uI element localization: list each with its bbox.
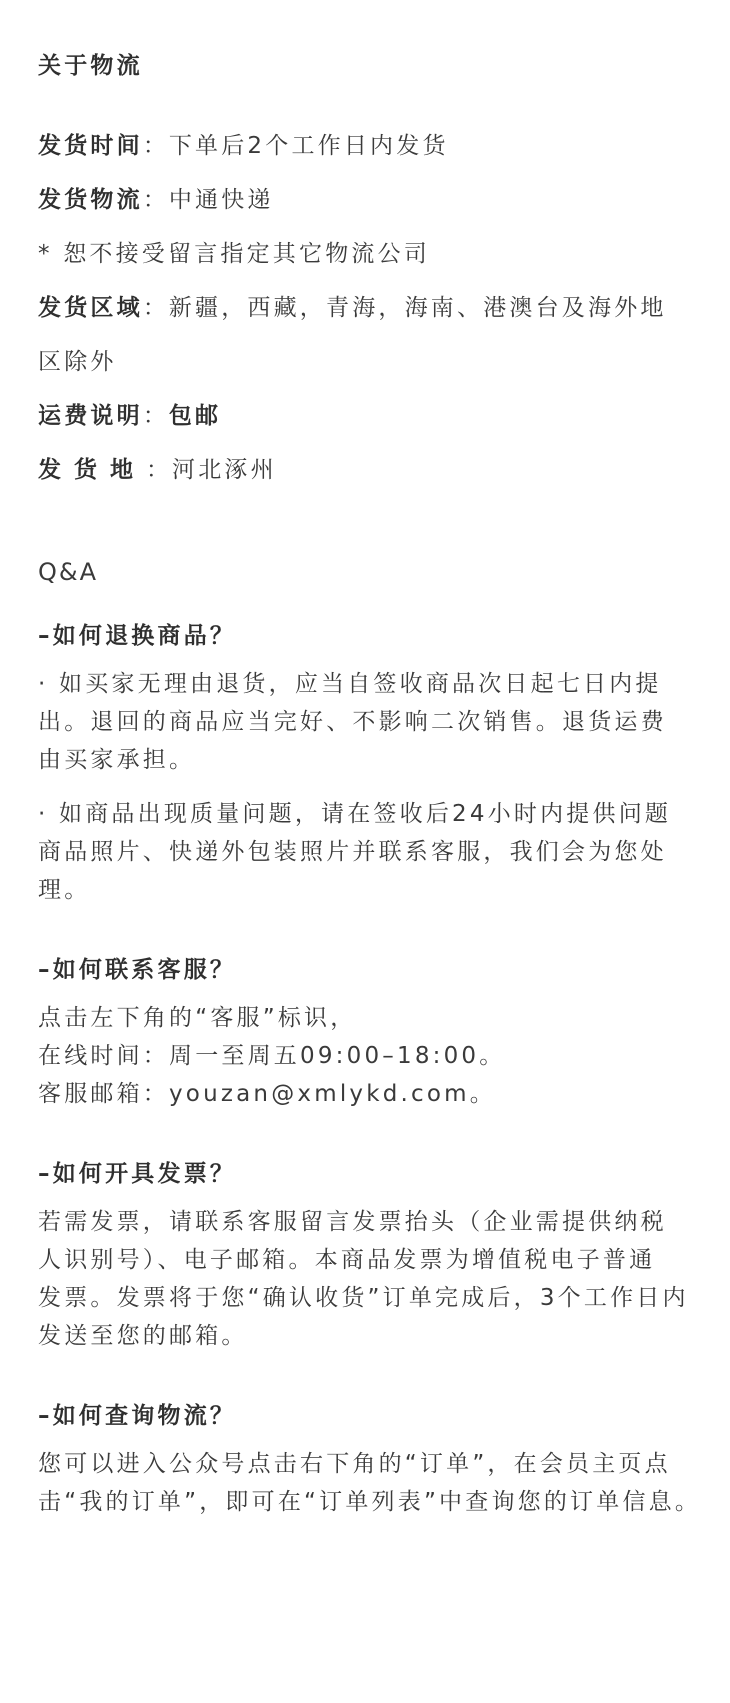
qa-answer-line: 出。退回的商品应当完好、不影响二次销售。退货运费 <box>38 709 667 735</box>
qa-answer-line: 您可以进入公众号点击右下角的“订单”，在会员主页点 <box>38 1451 671 1477</box>
qa-question-tracking: –如何查询物流？ <box>38 1403 237 1429</box>
carrier-colon: ： <box>142 187 169 213</box>
ship-time-label: 发货时间 <box>38 133 143 159</box>
freight-row <box>38 400 221 432</box>
area-colon: ： <box>142 295 169 321</box>
qa-answer-line: 商品照片、快递外包装照片并联系客服，我们会为您处 <box>38 839 667 865</box>
area-row <box>38 292 667 324</box>
ship-time-row <box>38 130 449 162</box>
logistics-title: 关于物流 <box>38 53 143 79</box>
qa-title: Q&A <box>38 558 99 586</box>
carrier-value: 中通快递 <box>168 187 274 213</box>
freight-value: 包邮 <box>168 403 222 429</box>
freight-colon: ： <box>142 403 169 429</box>
ship-time-colon: ： <box>142 133 169 159</box>
qa-question-invoice: –如何开具发票？ <box>38 1161 237 1187</box>
qa-question-contact: –如何联系客服？ <box>38 957 237 983</box>
qa-answer-line: 人识别号）、电子邮箱。本商品发票为增值税电子普通 <box>38 1247 656 1273</box>
origin-row <box>38 454 277 486</box>
qa-question-returns: –如何退换商品？ <box>38 623 237 649</box>
origin-label: 发货地 <box>38 457 146 483</box>
carrier-note: * 恕不接受留言指定其它物流公司 <box>38 241 431 267</box>
carrier-row <box>38 184 274 216</box>
qa-answer-line: 在线时间：周一至周五09:00–18:00。 <box>38 1043 506 1069</box>
origin-colon: ： <box>146 457 172 483</box>
qa-answer-line: 由买家承担。 <box>38 747 196 773</box>
origin-value: 河北涿州 <box>172 457 277 483</box>
qa-answer-line: 发票。发票将于您“确认收货”订单完成后，3个工作日内 <box>38 1285 689 1311</box>
area-value-line2: 区除外 <box>38 349 117 375</box>
ship-time-value: 下单后2个工作日内发货 <box>168 133 449 159</box>
area-value-line1: 新疆，西藏，青海，海南、港澳台及海外地 <box>168 295 667 321</box>
carrier-label: 发货物流 <box>38 187 143 213</box>
area-label: 发货区域 <box>38 295 143 321</box>
qa-answer-line: 点击左下角的“客服”标识， <box>38 1005 357 1031</box>
qa-answer-line: 客服邮箱：youzan@xmlykd.com。 <box>38 1081 496 1107</box>
qa-answer-line: 理。 <box>38 877 91 903</box>
qa-answer-line: 发送至您的邮箱。 <box>38 1323 248 1349</box>
qa-answer-line: 若需发票，请联系客服留言发票抬头（企业需提供纳税 <box>38 1209 667 1235</box>
qa-answer-line: · 如商品出现质量问题，请在签收后24小时内提供问题 <box>38 801 672 827</box>
qa-answer-line: · 如买家无理由退货，应当自签收商品次日起七日内提 <box>38 671 662 697</box>
freight-label: 运费说明 <box>38 403 143 429</box>
qa-answer-line: 击“我的订单”，即可在“订单列表”中查询您的订单信息。 <box>38 1489 702 1515</box>
